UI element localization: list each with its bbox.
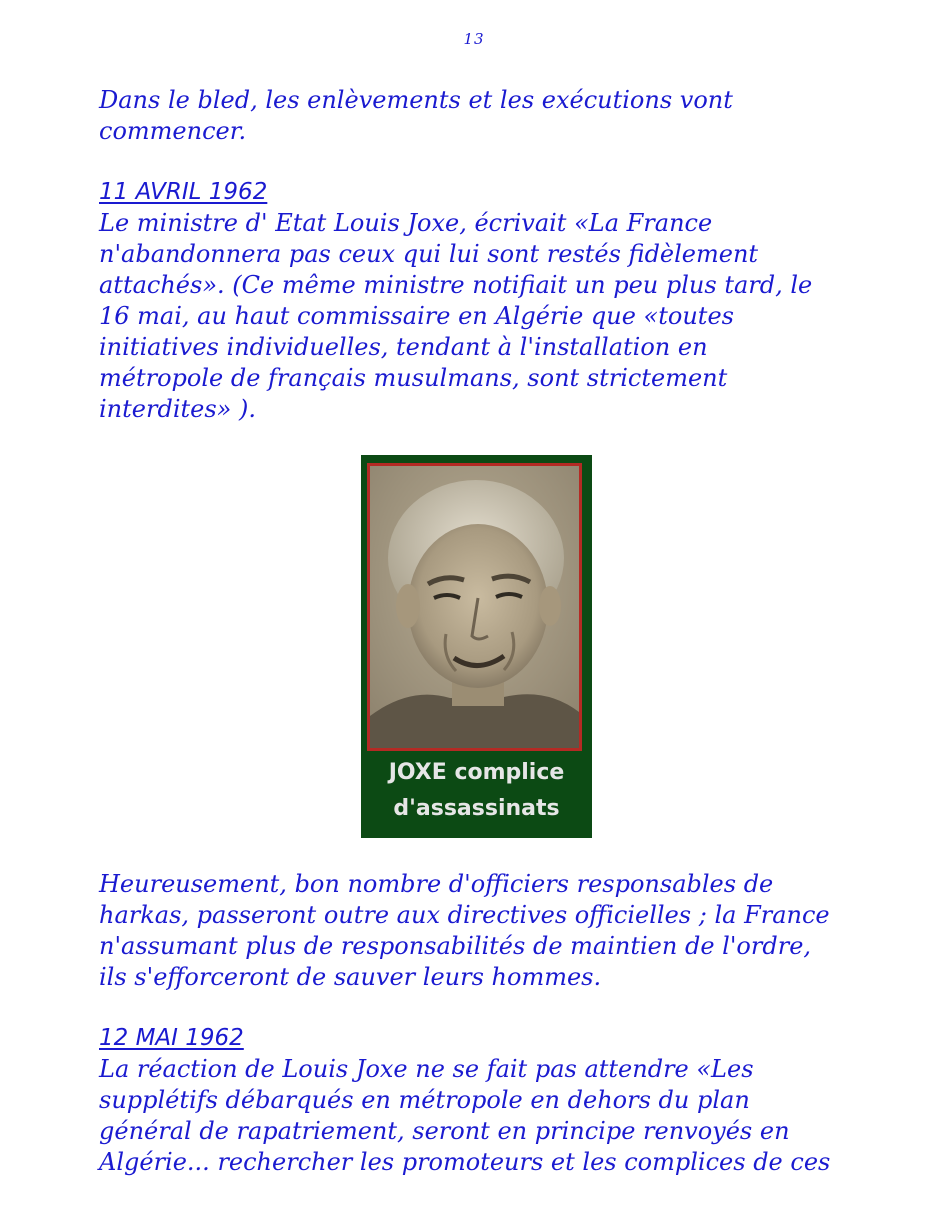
portrait-photo-image	[370, 466, 579, 748]
harkas-paragraph: Heureusement, bon nombre d'officiers responsables de harkas, passeront outre aux directives officielles ; la France n'assumant plus de responsabilités de maintien de l'ordre, ils s'efforceront de sauver leurs hommes.	[99, 870, 830, 991]
joxe-portrait-figure	[361, 455, 592, 838]
page-number: 13	[463, 30, 485, 48]
date-heading-may: 12 MAI 1962	[99, 1025, 244, 1051]
date-heading-april: 11 AVRIL 1962	[99, 179, 268, 205]
portrait-caption: JOXE complice d'assassinats	[388, 760, 565, 821]
section-april-text: Le ministre d' Etat Louis Joxe, écrivait «La France n'abandonnera pas ceux qui lui sont restés fidèlement attachés». (Ce même ministre notifiait un peu plus tard, le 16 mai, au haut commissaire en Algérie que «toutes initiatives individuelles, tendant à l'installation en métropole de français musulmans, sont strictement interdites» ).	[99, 209, 813, 423]
intro-paragraph: Dans le bled, les enlèvements et les exécutions vont commencer.	[99, 86, 733, 145]
section-may-text: La réaction de Louis Joxe ne se fait pas attendre «Les supplétifs débarqués en métropole en dehors du plan général de rapatriement, seront en principe renvoyés en Algérie... rechercher les promoteurs et les complices de ces	[99, 1055, 831, 1176]
portrait-photo	[367, 463, 582, 751]
